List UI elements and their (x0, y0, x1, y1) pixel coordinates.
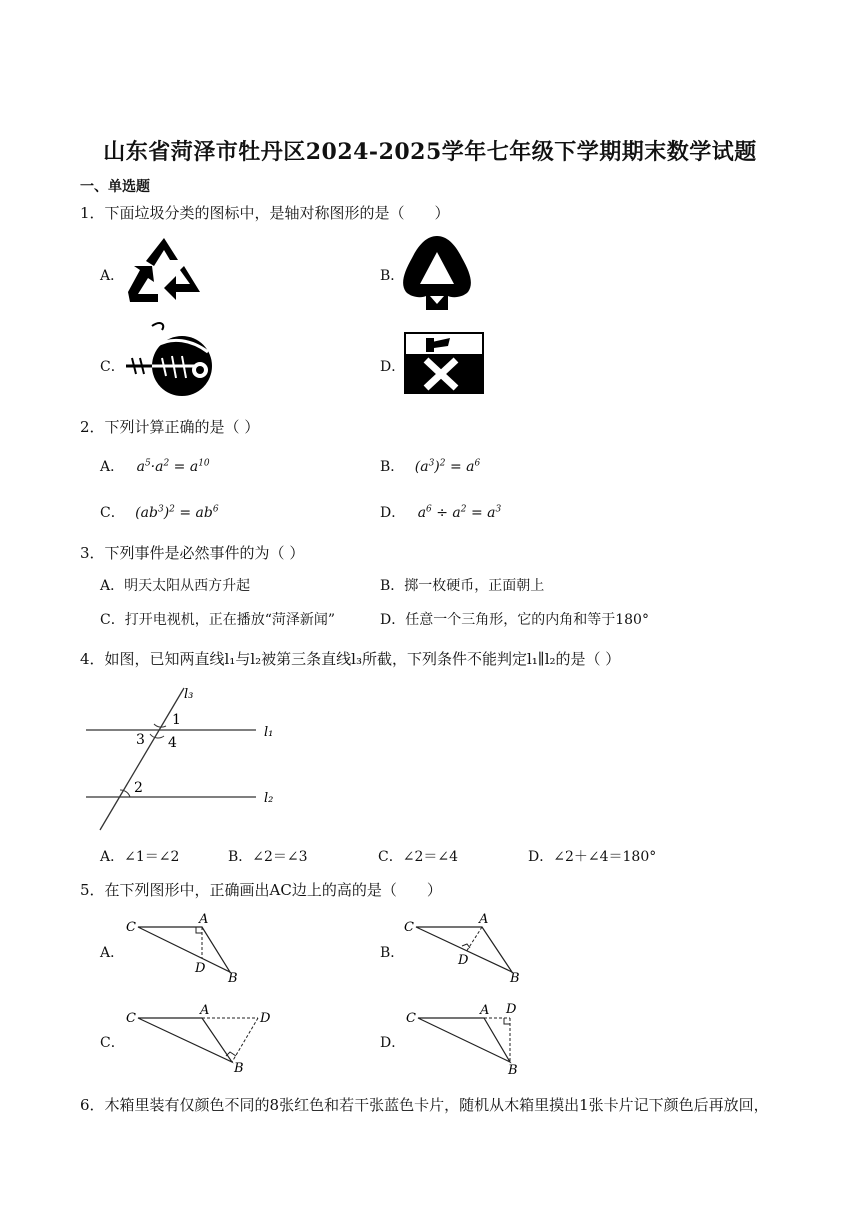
q4-option-c: C．∠2＝∠4 (378, 849, 458, 865)
point-d: D (458, 953, 469, 968)
q2-option-d (380, 502, 501, 522)
point-d: D (195, 961, 206, 976)
point-b: B (228, 971, 238, 984)
point-c: C (126, 1011, 136, 1026)
q4-option-b: B．∠2＝∠3 (228, 849, 308, 865)
q2-option-c-formula: $(ab^3)^2 = ab^6$ (135, 504, 219, 521)
q5-figure-a (120, 912, 250, 984)
section-heading: 一、单选题 (80, 179, 150, 195)
q4-option-a: A．∠1＝∠2 (100, 849, 180, 865)
q2-option-c (100, 502, 219, 522)
q1-option-d-label: D． (380, 359, 406, 375)
q2-option-b (380, 456, 480, 476)
q2-option-b-label: B． (380, 459, 405, 475)
q2-option-a-label: A． (100, 459, 125, 475)
q4-option-d: D．∠2＋∠4＝180° (528, 849, 657, 865)
q3-option-c: C．打开电视机，正在播放“菏泽新闻” (100, 612, 336, 628)
q5-option-b-label: B． (380, 945, 405, 961)
label-l2: l₂ (264, 791, 274, 806)
label-angle-1: 1 (172, 712, 181, 728)
label-angle-3: 3 (136, 732, 145, 748)
point-c: C (126, 920, 136, 935)
question-1-stem: 1．下面垃圾分类的图标中，是轴对称图形的是（ ） (80, 204, 450, 222)
q2-option-c-label: C． (100, 505, 125, 521)
q2-option-d-label: D． (380, 505, 406, 521)
point-b: B (234, 1061, 244, 1076)
q5-option-c-label: C． (100, 1035, 125, 1051)
parallel-lines-figure (84, 684, 284, 834)
point-d: D (506, 1002, 517, 1017)
point-a: A (479, 912, 489, 927)
q2-option-b-formula: $(a^3)^2 = a^6$ (414, 458, 481, 475)
point-c: C (404, 920, 414, 935)
q5-figure-d (400, 1000, 540, 1076)
q5-option-d-label: D． (380, 1035, 406, 1051)
label-angle-4: 4 (168, 735, 177, 751)
question-5-stem: 5．在下列图形中，正确画出AC边上的高的是（ ） (80, 881, 442, 899)
q1-option-c-label: C． (100, 359, 125, 375)
q5-figure-b (400, 912, 530, 984)
q3-option-a: A．明天太阳从西方升起 (100, 578, 251, 594)
q3-option-b: B．掷一枚硬币，正面朝上 (380, 578, 545, 594)
question-2-stem: 2．下列计算正确的是（ ） (80, 418, 260, 436)
point-c: C (406, 1011, 416, 1026)
q1-option-b-label: B． (380, 268, 405, 284)
q5-figure-c (120, 1000, 280, 1076)
q3-option-d: D．任意一个三角形，它的内角和等于180° (380, 612, 649, 628)
label-l1: l₁ (264, 725, 274, 740)
q5-option-a-label: A． (100, 945, 125, 961)
question-4-stem: 4．如图，已知两直线l₁与l₂被第三条直线l₃所截，下列条件不能判定l₁∥l₂的是（ ） (80, 650, 621, 668)
label-angle-2: 2 (134, 780, 143, 796)
question-6-stem: 6．木箱里装有仅颜色不同的8张红色和若干张蓝色卡片，随机从木箱里摸出1张卡片记下颜色后再放回， (80, 1096, 769, 1114)
point-a: A (200, 1003, 210, 1018)
fishbone-icon (122, 318, 220, 400)
question-3-stem: 3．下列事件是必然事件的为（ ） (80, 544, 305, 562)
q2-option-a (100, 456, 210, 476)
point-d: D (260, 1011, 271, 1026)
q1-option-a-label: A． (100, 268, 125, 284)
q2-option-a-formula: $a^5\cdot a^2 = a^{10}$ (136, 458, 210, 475)
point-a: A (480, 1003, 490, 1018)
recycle-icon (124, 236, 204, 306)
point-a: A (199, 912, 209, 927)
q2-option-d-formula: $a^6 \div a^2 = a^3$ (417, 504, 502, 521)
point-b: B (510, 971, 520, 984)
triangle-arrow-icon (400, 234, 474, 312)
label-l3: l₃ (184, 687, 194, 702)
point-b: B (508, 1063, 518, 1076)
hazardous-waste-icon (404, 332, 484, 394)
page-title: 山东省菏泽市牡丹区2024-2025学年七年级下学期期末数学试题 (103, 139, 757, 165)
